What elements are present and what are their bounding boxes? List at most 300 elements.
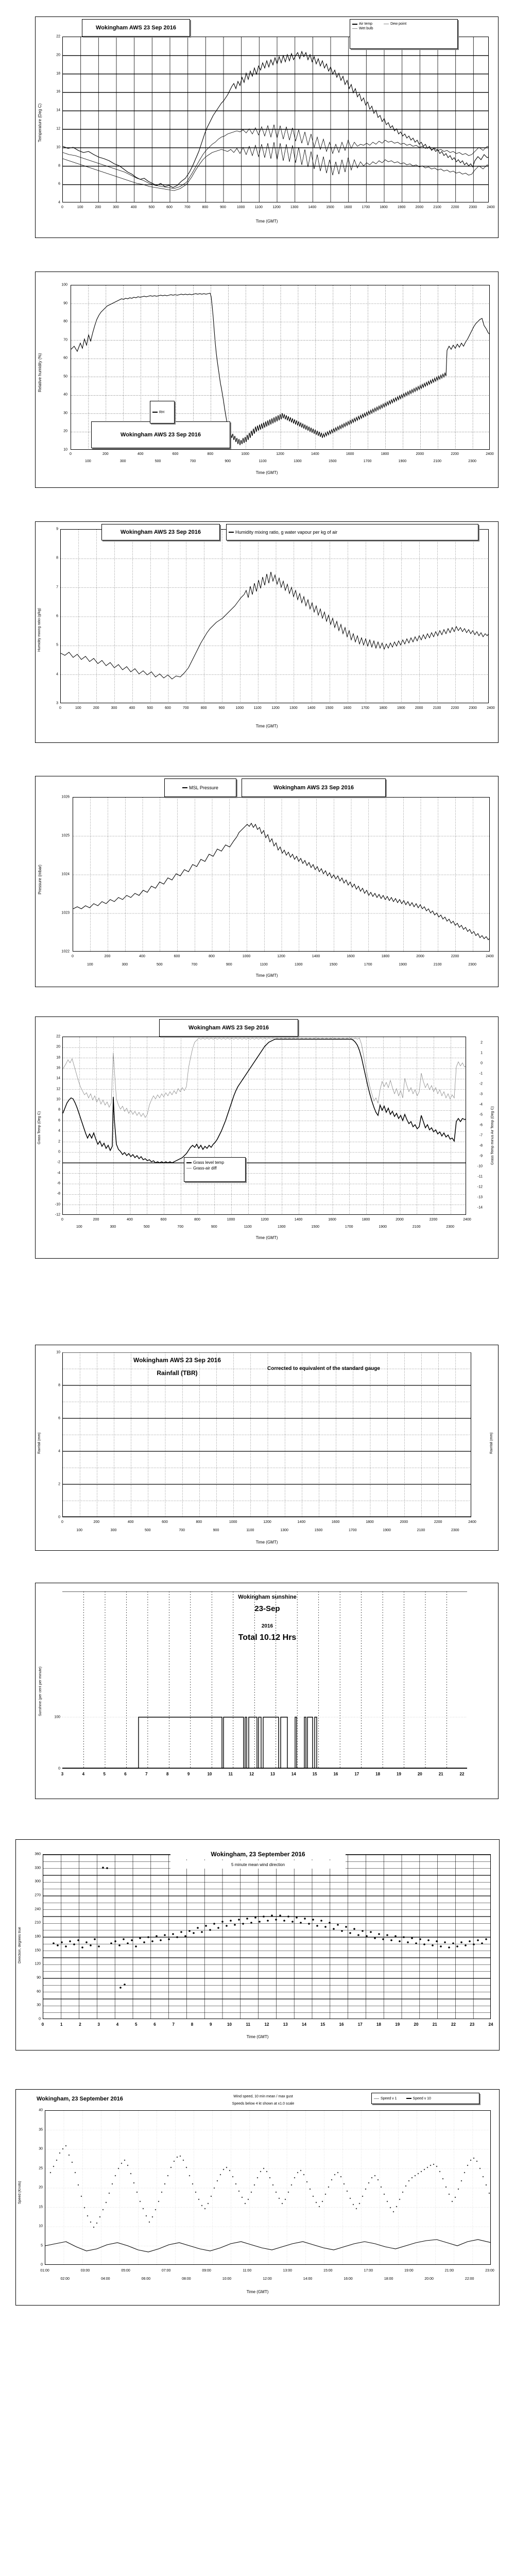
x-tick-label: 1900 xyxy=(397,206,406,209)
x-tick-label: 20 xyxy=(414,2022,419,2027)
x-tick-label: 400 xyxy=(127,1520,134,1524)
legend-label: Grass-air diff xyxy=(193,1166,217,1171)
y-tick-label: 6 xyxy=(58,1118,60,1123)
y-tick-label: -4 xyxy=(479,1103,483,1107)
chart-panel-wind-direction xyxy=(15,1839,500,2050)
x-tick-label: 1400 xyxy=(311,452,319,456)
y-tick-label: 4 xyxy=(58,1129,60,1133)
x-tick-label: 200 xyxy=(93,1218,99,1222)
x-tick-label: 1 xyxy=(60,2022,63,2027)
x-tick-label: 1900 xyxy=(379,1225,387,1229)
chart-panel-temperature xyxy=(35,16,499,238)
y-tick-label: 210 xyxy=(35,1921,41,1925)
x-tick-label: 1700 xyxy=(362,206,370,209)
x-tick-label: 800 xyxy=(202,206,209,209)
x-tick-label: 500 xyxy=(147,706,153,710)
legend-row xyxy=(182,785,218,790)
y-tick-label: -4 xyxy=(57,1171,60,1175)
x-tick-label: 17 xyxy=(354,1772,359,1776)
x-tick-label: 12 xyxy=(249,1772,254,1776)
legend-swatch-mixing-ratio xyxy=(229,532,234,533)
y-tick-label: 18 xyxy=(56,1056,60,1060)
x-tick-label: 21 xyxy=(432,2022,437,2027)
x-tick-label: 900 xyxy=(211,1225,217,1229)
y-tick-label: 30 xyxy=(37,2003,41,2007)
legend-row xyxy=(352,22,455,26)
y-tick-label: 10 xyxy=(56,1097,60,1101)
y-tick-label: -10 xyxy=(477,1164,483,1168)
x-tick-label: 500 xyxy=(145,1529,151,1532)
y-tick-label: 8 xyxy=(58,164,60,168)
chart-subtitle-wind-direction: 5 minute mean wind direction xyxy=(170,1860,346,1869)
x-tick-label: 1200 xyxy=(272,206,281,209)
x-tick-label: 1800 xyxy=(381,955,390,958)
y-tick-label: -12 xyxy=(55,1213,60,1217)
plot-area-wind-direction xyxy=(43,1854,491,2019)
x-tick-label: 3 xyxy=(61,1772,64,1776)
rainfall-correction-note: Corrected to equivalent of the standard gauge xyxy=(267,1366,380,1371)
x-tick-label: 300 xyxy=(119,460,126,463)
y-axis-label-grass-air-diff: Grass Temp minus Air Temp (Deg C) xyxy=(491,1106,494,1165)
x-tick-label: 1200 xyxy=(271,706,280,710)
legend-row xyxy=(352,27,455,30)
x-tick-label: 9 xyxy=(210,2022,212,2027)
x-tick-label: 400 xyxy=(130,206,137,209)
x-tick-label: 600 xyxy=(166,206,173,209)
x-tick-label: 1700 xyxy=(364,963,372,967)
x-tick-label: 1600 xyxy=(328,1218,336,1222)
x-tick-label: 2 xyxy=(79,2022,81,2027)
x-tick-label: 1800 xyxy=(380,206,388,209)
chart-subtitle-sunshine: 23-Sep xyxy=(254,1604,280,1613)
legend-swatch-wet-bulb xyxy=(352,28,357,29)
x-tick-label: 1400 xyxy=(312,955,320,958)
y-axis-label-humidity: Relative humidity (%) xyxy=(38,353,42,392)
x-tick-label: 2200 xyxy=(451,955,459,958)
x-tick-label: 600 xyxy=(162,1520,168,1524)
y-tick-label: -14 xyxy=(477,1206,483,1210)
y-tick-label: -7 xyxy=(479,1133,483,1138)
x-tick-label: 1400 xyxy=(297,1520,306,1524)
legend-row xyxy=(186,1166,243,1171)
chart-panel-rainfall xyxy=(35,1345,499,1551)
x-tick-label: 200 xyxy=(95,206,101,209)
chart-panel-wind-speed xyxy=(15,2089,500,2306)
chart-subtitle-rainfall: Rainfall (TBR) xyxy=(157,1369,198,1377)
x-tick-label: 2100 xyxy=(433,963,442,967)
x-tick-label: 1500 xyxy=(311,1225,320,1229)
x-tick-label: 500 xyxy=(154,460,161,463)
y-tick-label: -13 xyxy=(477,1195,483,1199)
mixing-ratio-plot-svg xyxy=(61,530,489,703)
x-tick-label: 08:00 xyxy=(182,2277,191,2281)
x-tick-label: 14:00 xyxy=(303,2277,313,2281)
x-tick-label: 700 xyxy=(190,460,196,463)
chart-year-sunshine: 2016 xyxy=(261,1623,273,1629)
x-tick-label: 22:00 xyxy=(465,2277,474,2281)
x-tick-label: 2400 xyxy=(486,452,494,456)
x-tick-label: 05:00 xyxy=(121,2269,130,2273)
x-tick-label: 01:00 xyxy=(40,2269,49,2273)
x-tick-label: 700 xyxy=(182,706,189,710)
x-tick-label: 600 xyxy=(160,1218,167,1222)
x-tick-label: 5 xyxy=(103,1772,106,1776)
x-tick-label: 0 xyxy=(61,206,63,209)
y-tick-label: 0 xyxy=(480,1061,483,1065)
x-tick-label: 1100 xyxy=(244,1225,252,1229)
x-tick-label: 3 xyxy=(97,2022,100,2027)
legend-label: Grass level temp xyxy=(193,1160,225,1165)
y-tick-label: 4 xyxy=(58,200,60,205)
x-tick-label: 2400 xyxy=(487,206,495,209)
y-tick-label: 270 xyxy=(35,1893,41,1897)
x-tick-label: 0 xyxy=(59,706,61,710)
chart-legend-wind-speed xyxy=(371,2093,479,2104)
chart-panel-grass-temp xyxy=(35,1016,499,1259)
y-tick-label: 10 xyxy=(63,448,67,452)
x-tick-label: 2000 xyxy=(416,452,424,456)
y-tick-label: 2 xyxy=(58,1482,60,1486)
plot-area-sunshine xyxy=(62,1591,467,1769)
y-tick-label: 40 xyxy=(63,393,67,397)
legend-label: MSL Pressure xyxy=(189,785,218,790)
y-tick-label: 22 xyxy=(56,1035,60,1039)
x-tick-label: 1700 xyxy=(345,1225,353,1229)
y-tick-label: 18 xyxy=(56,72,60,76)
y-tick-label: 1025 xyxy=(61,834,70,838)
y-tick-label: 10 xyxy=(39,2224,43,2228)
y-tick-label: 240 xyxy=(35,1907,41,1911)
x-tick-label: 02:00 xyxy=(60,2277,70,2281)
x-tick-label: 2000 xyxy=(415,206,424,209)
x-tick-label: 1000 xyxy=(229,1520,237,1524)
x-tick-label: 200 xyxy=(93,1520,100,1524)
x-tick-label: 0 xyxy=(72,955,74,958)
x-tick-label: 13 xyxy=(270,1772,275,1776)
x-tick-label: 1000 xyxy=(236,206,245,209)
x-tick-label: 700 xyxy=(177,1225,184,1229)
x-tick-label: 1900 xyxy=(397,706,405,710)
x-tick-label: 200 xyxy=(104,955,111,958)
sunshine-plot-svg xyxy=(62,1591,467,1769)
chart-title-mixing-ratio: Wokingham AWS 23 Sep 2016 xyxy=(101,524,220,540)
y-tick-label: 12 xyxy=(56,127,60,131)
x-tick-label: 15 xyxy=(320,2022,325,2027)
y-tick-label: 14 xyxy=(56,1076,60,1080)
legend-label: Air temp xyxy=(359,22,373,26)
x-tick-label: 10 xyxy=(227,2022,232,2027)
y-tick-label: -11 xyxy=(477,1175,483,1179)
x-tick-label: 2300 xyxy=(451,1529,459,1532)
y-tick-label: 1023 xyxy=(61,911,70,915)
x-tick-label: 1300 xyxy=(294,963,303,967)
y-tick-label: 60 xyxy=(63,356,67,360)
y-tick-label: 330 xyxy=(35,1866,41,1870)
y-tick-label: 5 xyxy=(41,2244,43,2247)
x-tick-label: 0 xyxy=(70,452,72,456)
y-tick-label: 2 xyxy=(480,1041,483,1045)
chart-panel-humidity xyxy=(35,272,499,488)
x-tick-label: 14 xyxy=(291,1772,296,1776)
y-tick-label: 70 xyxy=(63,338,67,342)
y-tick-label: 12 xyxy=(56,1087,60,1091)
legend-label: Wet bulb xyxy=(359,27,373,30)
y-tick-label: 50 xyxy=(63,375,67,379)
x-tick-label: 4 xyxy=(82,1772,85,1776)
legend-label: Dew point xyxy=(390,22,407,26)
y-tick-label: 14 xyxy=(56,108,60,112)
x-tick-label: 2200 xyxy=(451,206,459,209)
x-tick-label: 9 xyxy=(187,1772,190,1776)
x-tick-label: 2300 xyxy=(469,706,477,710)
chart-legend-pressure xyxy=(164,778,236,797)
x-tick-label: 1800 xyxy=(379,706,387,710)
x-tick-label: 1000 xyxy=(227,1218,235,1222)
x-axis-label-temperature: Time (GMT) xyxy=(255,219,278,224)
x-tick-label: 1200 xyxy=(263,1520,271,1524)
y-tick-label: -5 xyxy=(479,1113,483,1117)
x-tick-label: 1500 xyxy=(326,206,334,209)
x-tick-label: 1900 xyxy=(398,460,407,463)
y-axis-label-sunshine: Sunshine (per cent per minute) xyxy=(39,1666,42,1717)
chart-title-pressure: Wokingham AWS 23 Sep 2016 xyxy=(242,778,386,797)
x-tick-label: 2100 xyxy=(433,460,442,463)
x-tick-label: 1700 xyxy=(361,706,369,710)
y-tick-label: -2 xyxy=(479,1082,483,1086)
y-tick-label: 0 xyxy=(58,1150,60,1154)
y-tick-label: 25 xyxy=(39,2166,43,2170)
x-tick-label: 6 xyxy=(153,2022,156,2027)
y-tick-label: -1 xyxy=(479,1072,483,1076)
x-tick-label: 1700 xyxy=(363,460,372,463)
x-tick-label: 2000 xyxy=(400,1520,408,1524)
y-axis-label-wind-direction: Direction, degrees true xyxy=(18,1927,22,1964)
y-axis-label-temperature: Temperature (Deg C) xyxy=(38,103,42,142)
y-tick-label: 5 xyxy=(56,643,58,647)
legend-swatch-grass-level-temp xyxy=(186,1162,192,1163)
x-tick-label: 14 xyxy=(302,2022,306,2027)
x-tick-label: 2300 xyxy=(446,1225,454,1229)
x-tick-label: 11:00 xyxy=(243,2269,252,2273)
y-tick-label: -9 xyxy=(479,1154,483,1158)
chart-title-wind-speed: Wokingham, 23 September 2016 xyxy=(37,2096,123,2102)
x-tick-label: 200 xyxy=(102,452,109,456)
y-tick-label: 7 xyxy=(56,585,58,589)
x-tick-label: 100 xyxy=(76,1225,82,1229)
legend-label: RH xyxy=(159,410,165,414)
chart-legend-grass-temp xyxy=(184,1157,246,1182)
x-tick-label: 7 xyxy=(172,2022,175,2027)
x-tick-label: 12:00 xyxy=(263,2277,272,2281)
x-tick-label: 700 xyxy=(191,963,198,967)
x-tick-label: 15:00 xyxy=(323,2269,333,2273)
x-tick-label: 300 xyxy=(110,1225,116,1229)
x-tick-label: 1600 xyxy=(347,955,355,958)
chart-panel-mixing-ratio xyxy=(35,521,499,743)
x-tick-label: 1100 xyxy=(246,1529,254,1532)
x-tick-label: 400 xyxy=(137,452,144,456)
y-tick-label: 100 xyxy=(61,283,67,287)
x-tick-label: 1600 xyxy=(344,206,352,209)
x-tick-label: 900 xyxy=(220,206,226,209)
x-tick-label: 600 xyxy=(174,955,180,958)
x-tick-label: 600 xyxy=(165,706,171,710)
x-tick-label: 700 xyxy=(184,206,191,209)
legend-label: Speed v 1 xyxy=(381,2096,397,2100)
x-tick-label: 2300 xyxy=(468,963,476,967)
x-tick-label: 500 xyxy=(143,1225,150,1229)
x-tick-label: 2100 xyxy=(433,706,441,710)
x-tick-label: 1300 xyxy=(290,206,299,209)
x-tick-label: 2200 xyxy=(429,1218,438,1222)
x-tick-label: 700 xyxy=(179,1529,185,1532)
x-tick-label: 2300 xyxy=(468,460,476,463)
y-tick-label: -8 xyxy=(57,1192,60,1196)
x-tick-label: 1300 xyxy=(289,706,298,710)
x-tick-label: 1400 xyxy=(307,706,316,710)
chart-panel-pressure xyxy=(35,776,499,987)
y-tick-label: -2 xyxy=(57,1160,60,1164)
x-tick-label: 2300 xyxy=(469,206,477,209)
x-tick-label: 800 xyxy=(209,955,215,958)
x-tick-label: 1100 xyxy=(260,963,268,967)
y-tick-label: 6 xyxy=(56,614,58,618)
x-tick-label: 1600 xyxy=(331,1520,340,1524)
legend-row xyxy=(229,530,337,535)
x-tick-label: 03:00 xyxy=(80,2269,90,2273)
y-tick-label: 4 xyxy=(56,672,58,676)
wind-speed-plot-svg xyxy=(45,2111,491,2265)
y-tick-label: 0 xyxy=(58,1767,60,1771)
x-axis-label-pressure: Time (GMT) xyxy=(255,973,278,978)
x-tick-label: 1700 xyxy=(349,1529,357,1532)
y-tick-label: 180 xyxy=(35,1935,41,1939)
x-tick-label: 2100 xyxy=(412,1225,421,1229)
y-tick-label: 35 xyxy=(39,2128,43,2131)
x-tick-label: 1300 xyxy=(277,1225,286,1229)
x-tick-label: 900 xyxy=(225,460,231,463)
x-tick-label: 09:00 xyxy=(202,2269,211,2273)
x-tick-label: 900 xyxy=(226,963,232,967)
y-tick-label: 20 xyxy=(63,429,67,433)
y-tick-label: 30 xyxy=(63,411,67,415)
x-tick-label: 13 xyxy=(283,2022,288,2027)
x-tick-label: 0 xyxy=(61,1520,63,1524)
x-tick-label: 2100 xyxy=(433,206,441,209)
chart-title-rainfall: Wokingham AWS 23 Sep 2016 xyxy=(133,1357,221,1364)
plot-area-pressure xyxy=(73,797,490,952)
y-tick-label: -3 xyxy=(479,1092,483,1096)
legend-row xyxy=(152,411,164,414)
y-tick-label: -10 xyxy=(55,1202,60,1207)
x-tick-label: 1500 xyxy=(328,460,337,463)
y-tick-label: 16 xyxy=(56,90,60,94)
y-tick-label: -6 xyxy=(479,1123,483,1127)
chart-title-grass-temp: Wokingham AWS 23 Sep 2016 xyxy=(159,1019,298,1037)
y-tick-label: 1 xyxy=(480,1051,483,1055)
chart-subtitle2-wind-speed: Speeds below 4 kt shown at x1.0 scale xyxy=(232,2102,295,2106)
x-tick-label: 1000 xyxy=(235,706,244,710)
y-tick-label: 1024 xyxy=(61,872,70,876)
x-tick-label: 900 xyxy=(218,706,225,710)
chart-total-sunshine: Total 10.12 Hrs xyxy=(238,1633,297,1642)
x-tick-label: 0 xyxy=(61,1218,63,1222)
x-tick-label: 1800 xyxy=(362,1218,370,1222)
x-tick-label: 1600 xyxy=(343,706,352,710)
x-tick-label: 18 xyxy=(375,1772,381,1776)
y-tick-label: 4 xyxy=(58,1449,60,1453)
y-tick-label: 2 xyxy=(58,1140,60,1144)
x-tick-label: 12 xyxy=(264,2022,269,2027)
y-tick-label: 120 xyxy=(35,1962,41,1966)
x-tick-label: 900 xyxy=(213,1529,219,1532)
plot-area-mixing-ratio xyxy=(60,529,489,703)
x-tick-label: 17 xyxy=(357,2022,363,2027)
x-tick-label: 17:00 xyxy=(364,2269,373,2273)
x-tick-label: 22 xyxy=(459,1772,465,1776)
x-tick-label: 23 xyxy=(470,2022,475,2027)
x-tick-label: 1400 xyxy=(308,206,317,209)
x-tick-label: 1800 xyxy=(366,1520,374,1524)
legend-swatch-speed-v1 xyxy=(374,2098,379,2099)
y-tick-label: 0 xyxy=(39,2017,41,2021)
x-tick-label: 2400 xyxy=(468,1520,476,1524)
y-tick-label: 6 xyxy=(58,182,60,186)
y-axis-label-rainfall-right: Rainfall (mm) xyxy=(490,1432,493,1454)
x-tick-label: 1300 xyxy=(280,1529,288,1532)
x-tick-label: 2400 xyxy=(486,955,494,958)
x-tick-label: 5 xyxy=(135,2022,138,2027)
y-tick-label: 100 xyxy=(54,1715,60,1719)
chart-legend-humidity xyxy=(150,401,175,423)
x-tick-label: 100 xyxy=(76,1529,83,1532)
x-tick-label: 24 xyxy=(488,2022,493,2027)
x-tick-label: 2000 xyxy=(415,706,423,710)
x-tick-label: 1900 xyxy=(383,1529,391,1532)
chart-panel-sunshine xyxy=(35,1583,499,1799)
legend-label: Humidity mixing ratio, g water vapour per kg of air xyxy=(235,530,338,535)
y-tick-label: -12 xyxy=(477,1185,483,1189)
x-axis-label-wind-speed: Time (GMT) xyxy=(246,2290,269,2294)
y-tick-label: 60 xyxy=(37,1990,41,1994)
x-tick-label: 500 xyxy=(156,963,163,967)
x-tick-label: 400 xyxy=(139,955,145,958)
y-tick-label: 3 xyxy=(56,701,58,705)
x-tick-label: 1200 xyxy=(261,1218,269,1222)
y-axis-label-pressure: Pressure (mbar) xyxy=(38,865,42,894)
x-axis-label-grass-temp: Time (GMT) xyxy=(255,1235,278,1240)
x-tick-label: 100 xyxy=(87,963,93,967)
x-tick-label: 500 xyxy=(148,206,155,209)
y-tick-label: 0 xyxy=(58,1515,60,1519)
plot-area-grass-temp xyxy=(62,1037,466,1215)
y-tick-label: 10 xyxy=(56,1350,60,1354)
x-tick-label: 2200 xyxy=(451,452,459,456)
x-tick-label: 21:00 xyxy=(444,2269,454,2273)
x-tick-label: 04:00 xyxy=(101,2277,110,2281)
x-tick-label: 1900 xyxy=(399,963,407,967)
chart-title-temperature: Wokingham AWS 23 Sep 2016 xyxy=(82,19,190,37)
x-tick-label: 16:00 xyxy=(344,2277,353,2281)
plot-area-wind-speed xyxy=(45,2110,491,2265)
y-tick-label: 20 xyxy=(39,2185,43,2190)
legend-swatch-msl-pressure xyxy=(182,787,187,788)
x-tick-label: 2000 xyxy=(416,955,424,958)
x-tick-label: 7 xyxy=(145,1772,148,1776)
x-axis-label-rainfall: Time (GMT) xyxy=(255,1540,278,1545)
x-tick-label: 1400 xyxy=(294,1218,303,1222)
x-tick-label: 400 xyxy=(127,1218,133,1222)
